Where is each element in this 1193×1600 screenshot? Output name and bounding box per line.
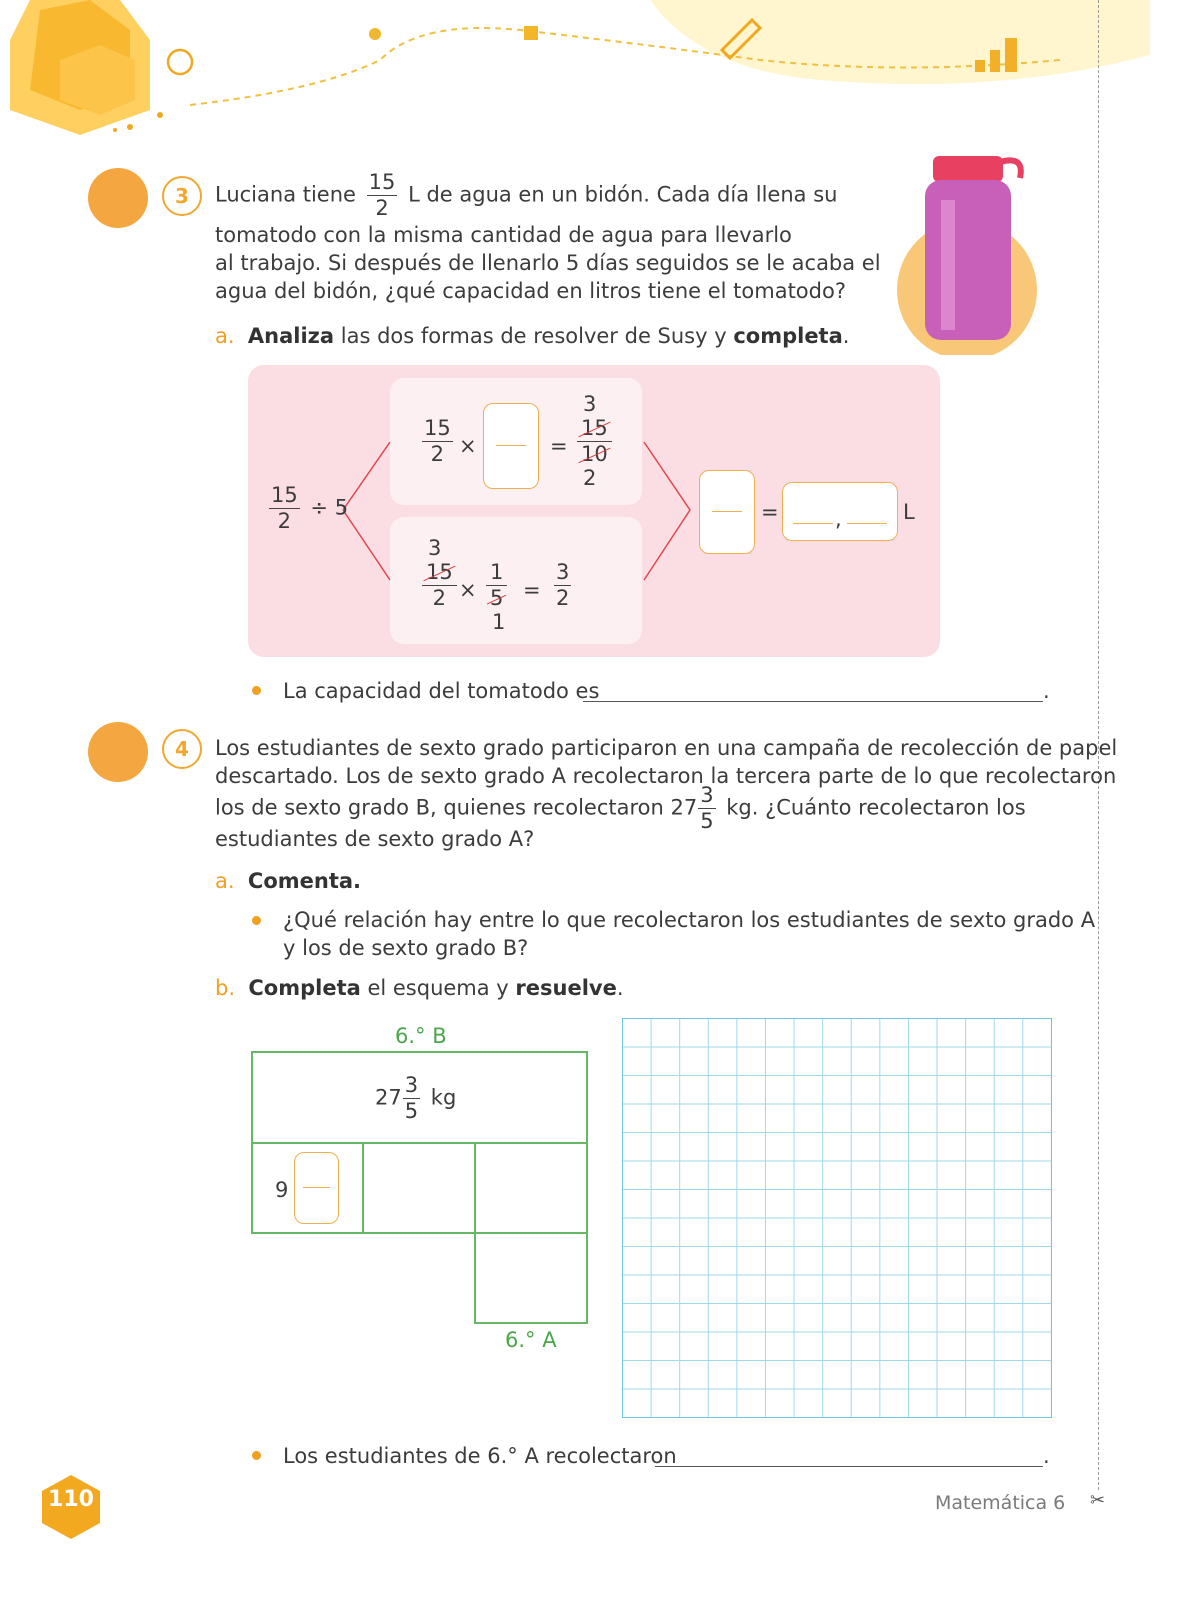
question-line-2: y los de sexto grado B? bbox=[283, 936, 529, 960]
scheme-top-result-bottom: 2 bbox=[583, 466, 597, 490]
problem-4-line-1: Los estudiantes de sexto grado participaron en una campaña de recolección de papel bbox=[215, 736, 1118, 760]
problem-4-part-b: b. Completa el esquema y resuelve. bbox=[215, 976, 624, 1000]
result-6a-label: Los estudiantes de 6.° A recolectaron bbox=[283, 1444, 677, 1468]
fraction-15-2: $\frac{15}{2}$ bbox=[368, 170, 396, 220]
result-6a-period: . bbox=[1043, 1444, 1050, 1468]
diagram-label-6a: 6.° A bbox=[505, 1328, 557, 1352]
problem-4-number: 4 bbox=[162, 729, 202, 769]
diagram-whole-value: 27 $\frac{3}{5}$ kg bbox=[375, 1073, 457, 1123]
scheme-bot-below: 1 bbox=[492, 610, 506, 634]
scheme-top-result-top: 3 bbox=[583, 392, 597, 416]
scheme-bot-result: $\frac{3}{2}$ bbox=[556, 560, 570, 610]
result-fraction-box[interactable] bbox=[699, 470, 755, 554]
book-title: Matemática 6 bbox=[935, 1492, 1066, 1514]
bullet-dot bbox=[252, 916, 261, 925]
header-decoration bbox=[0, 0, 1193, 140]
result-unit: L bbox=[903, 500, 915, 524]
bullet-dot bbox=[252, 1451, 261, 1460]
result-6a-answer-line[interactable] bbox=[655, 1466, 1043, 1467]
diagram-6a-bar bbox=[474, 1232, 588, 1324]
scheme-top-times: × bbox=[459, 434, 477, 458]
page-number: 110 bbox=[48, 1487, 94, 1512]
problem-3-line-4: agua del bidón, ¿qué capacidad en litros tiene el tomatodo? bbox=[215, 279, 846, 303]
scheme-top-fraction: $\frac{15}{2}$ bbox=[424, 416, 451, 466]
problem-4-part-a: a. Comenta. bbox=[215, 869, 362, 893]
girl-avatar-icon bbox=[88, 722, 148, 782]
scheme-left-expression: $\frac{15}{2}$ ÷ 5 bbox=[271, 483, 349, 533]
scheme-top-equals: = bbox=[550, 434, 568, 458]
scheme-bot-equals: = bbox=[523, 578, 541, 602]
result-decimal-box[interactable]: , bbox=[782, 482, 898, 541]
capacity-answer-period: . bbox=[1043, 679, 1050, 703]
diagram-label-6b: 6.° B bbox=[395, 1024, 447, 1048]
working-grid[interactable] bbox=[622, 1018, 1052, 1418]
diagram-part-fraction-box[interactable] bbox=[294, 1152, 339, 1224]
capacity-answer-label: La capacidad del tomatodo es bbox=[283, 679, 600, 703]
water-bottle-illustration bbox=[895, 150, 1045, 355]
bullet-dot bbox=[252, 686, 261, 695]
problem-3-number: 3 bbox=[162, 176, 202, 216]
problem-4-line-3: los de sexto grado B, quienes recolectaron 27 $\frac{3}{5}$ kg. ¿Cuánto recolectaron los bbox=[215, 783, 1026, 833]
result-equals: = bbox=[761, 500, 779, 524]
problem-3-line-1: Luciana tiene $\frac{15}{2}$ L de agua en un bidón. Cada día llena su bbox=[215, 170, 838, 220]
top-answer-box[interactable] bbox=[483, 403, 539, 489]
scheme-bot-above: 3 bbox=[428, 536, 442, 560]
problem-3-line-2: tomatodo con la misma cantidad de agua para llevarlo bbox=[215, 223, 792, 247]
problem-4-line-2: descartado. Los de sexto grado A recolectaron la tercera parte de lo que recolectaron bbox=[215, 764, 1117, 788]
capacity-answer-line[interactable] bbox=[583, 701, 1043, 702]
boy-avatar-icon bbox=[88, 168, 148, 228]
scheme-bot-fraction-1: $\frac{15}{2}$ bbox=[418, 562, 461, 609]
scheme-bot-times: × bbox=[459, 578, 477, 602]
problem-4-line-4: estudiantes de sexto grado A? bbox=[215, 827, 535, 851]
scheme-top-result: $\frac{15}{10}$ bbox=[573, 418, 616, 465]
scheme-bot-fraction-2: $\frac{1}{5}$ bbox=[482, 562, 511, 609]
diagram-part-whole: 9 bbox=[275, 1178, 289, 1202]
scissors-icon: ✂ bbox=[1090, 1490, 1106, 1511]
problem-3-part-a: a. Analiza las dos formas de resolver de Susy y completa. bbox=[215, 324, 850, 348]
question-line-1: ¿Qué relación hay entre lo que recolectaron los estudiantes de sexto grado A bbox=[283, 908, 1096, 932]
diagram-part-2 bbox=[362, 1142, 476, 1234]
diagram-part-3 bbox=[474, 1142, 588, 1234]
problem-3-line-3: al trabajo. Si después de llenarlo 5 días seguidos se le acaba el bbox=[215, 251, 881, 275]
